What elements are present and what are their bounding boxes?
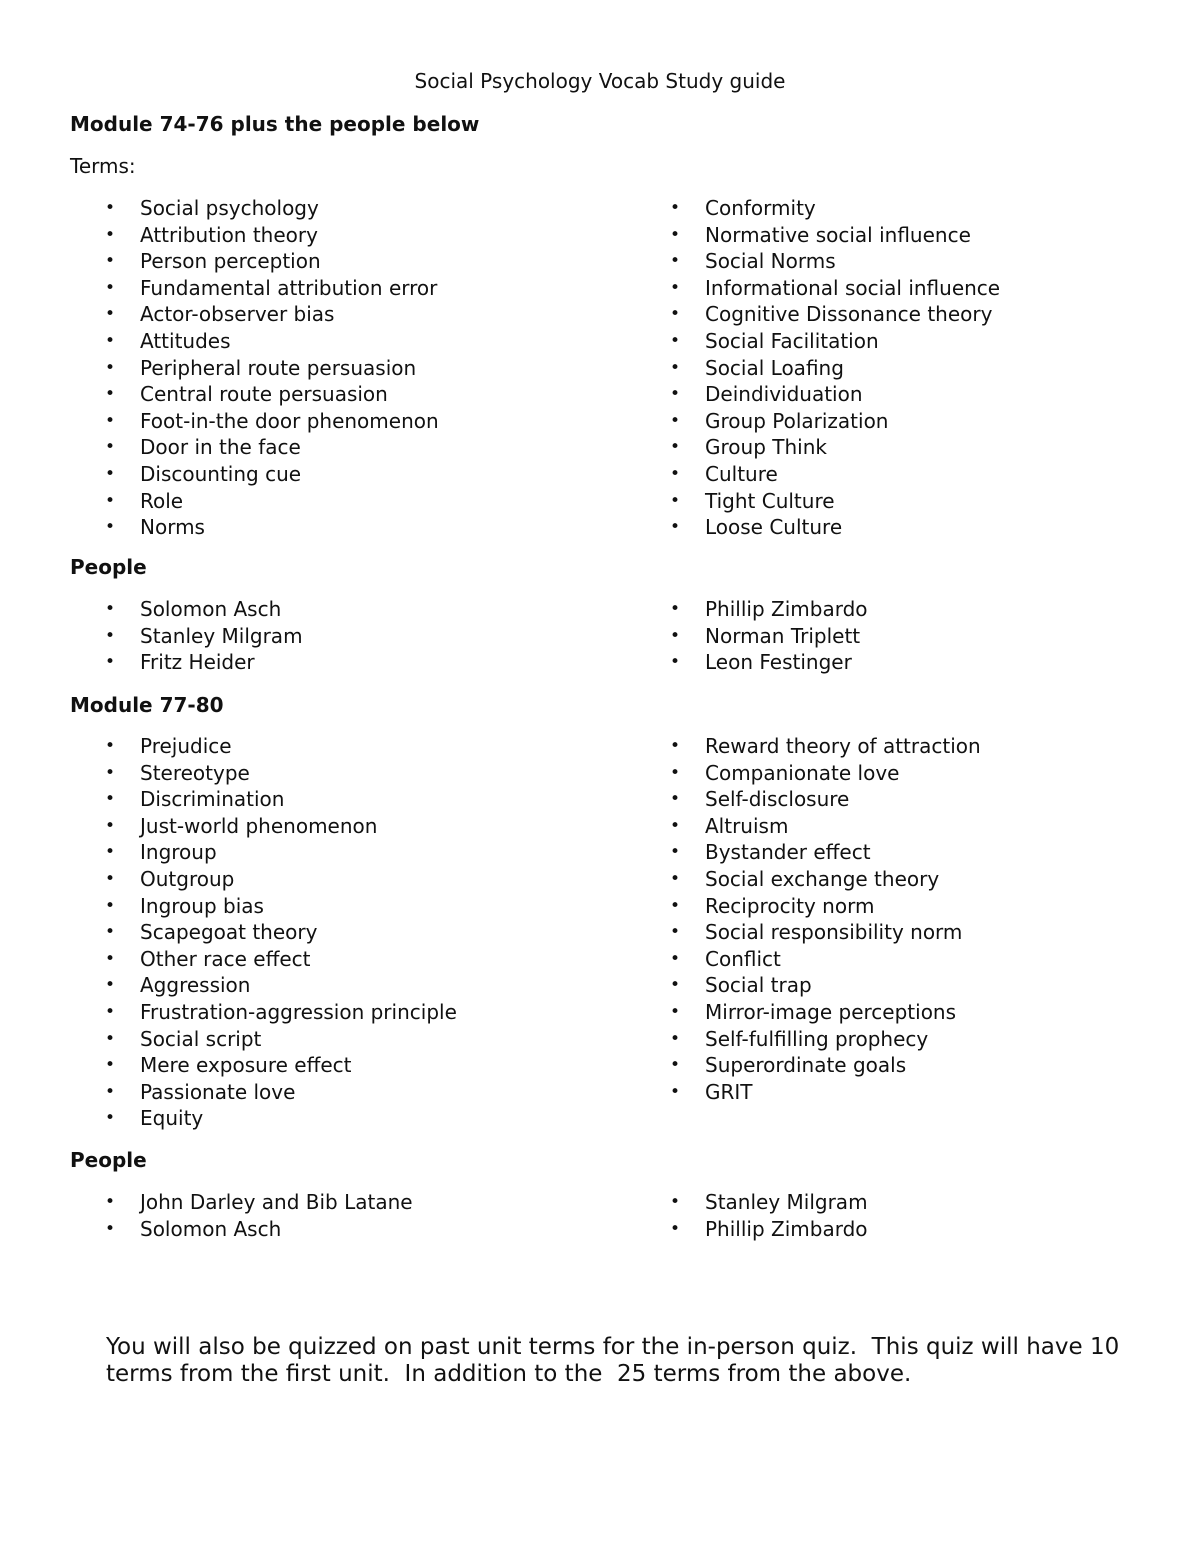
list-item-text: Social exchange theory — [705, 866, 940, 891]
list-item-text: Conformity — [705, 196, 816, 220]
list-item-text: Social responsibility norm — [705, 920, 963, 945]
bullet-icon: • — [670, 1192, 681, 1212]
list-item — [670, 999, 981, 1026]
list-item — [670, 866, 981, 893]
list-item — [105, 919, 457, 946]
list-item-text: Altruism — [705, 813, 789, 838]
bullet-icon: • — [670, 922, 681, 943]
bullet-icon: • — [105, 1028, 116, 1049]
list-item — [670, 760, 981, 787]
list-item — [670, 488, 1000, 515]
bullet-icon: • — [105, 868, 116, 889]
bullet-icon: • — [105, 304, 116, 325]
bullet-icon: • — [105, 625, 116, 646]
list-item — [670, 972, 981, 999]
bullet-icon: • — [105, 437, 116, 458]
list-item-text: Leon Festinger — [705, 650, 852, 675]
list-item — [670, 946, 981, 973]
list-item — [670, 1189, 868, 1216]
list-item-text: GRIT — [705, 1079, 753, 1104]
list-item — [105, 1216, 413, 1243]
bullet-icon: • — [105, 1108, 116, 1129]
list-item — [670, 733, 981, 760]
section2-terms-left-list — [105, 733, 457, 1132]
bullet-icon: • — [105, 895, 116, 916]
list-item — [105, 1105, 457, 1132]
bullet-icon: • — [105, 490, 116, 511]
list-item-text: Attribution theory — [140, 222, 318, 247]
bullet-icon: • — [105, 1055, 116, 1076]
list-item-text: Ingroup — [140, 840, 217, 865]
bullet-icon: • — [105, 1081, 116, 1102]
list-item — [670, 195, 1000, 222]
list-item — [105, 1079, 457, 1106]
list-item — [105, 893, 457, 920]
list-item — [670, 623, 868, 650]
list-item-text: Fritz Heider — [140, 650, 255, 675]
list-item — [105, 514, 439, 541]
bullet-icon: • — [670, 736, 681, 756]
list-item-text: Normative social influence — [705, 222, 971, 247]
list-item — [105, 866, 457, 893]
section1-people-heading: People — [70, 555, 147, 579]
bullet-icon: • — [670, 490, 681, 511]
list-item — [670, 1052, 981, 1079]
list-item-text: Social Norms — [705, 249, 836, 274]
list-item-text: Social Facilitation — [705, 328, 879, 353]
list-item-text: Social psychology — [140, 196, 319, 220]
bullet-icon: • — [105, 384, 116, 405]
list-item — [105, 195, 439, 222]
list-item-text: Mere exposure effect — [140, 1053, 352, 1078]
bullet-icon: • — [105, 652, 116, 673]
bullet-icon: • — [105, 1192, 116, 1212]
list-item — [105, 649, 303, 676]
bullet-icon: • — [670, 895, 681, 916]
list-item-text: Fundamental attribution error — [140, 275, 438, 300]
bullet-icon: • — [105, 762, 116, 783]
bullet-icon: • — [670, 1055, 681, 1076]
section2-people-heading: People — [70, 1148, 147, 1172]
list-item — [105, 1189, 413, 1216]
list-item-text: Aggression — [140, 973, 251, 998]
list-item — [105, 355, 439, 382]
bullet-icon: • — [105, 975, 116, 996]
list-item-text: Companionate love — [705, 760, 900, 785]
list-item — [105, 328, 439, 355]
list-item-text: Foot-in-the door phenomenon — [140, 408, 439, 433]
list-item — [670, 434, 1000, 461]
list-item-text: Role — [140, 488, 184, 513]
list-item — [670, 461, 1000, 488]
terms-label: Terms: — [70, 154, 136, 178]
list-item-text: Informational social influence — [705, 275, 1001, 300]
section2-heading: Module 77-80 — [70, 693, 224, 717]
list-item — [670, 275, 1001, 302]
section1-terms-right-list — [670, 195, 1001, 541]
list-item — [105, 786, 457, 813]
list-item-text: Reward theory of attraction — [705, 734, 981, 758]
list-item — [105, 1026, 457, 1053]
bullet-icon: • — [670, 277, 681, 298]
bullet-icon: • — [670, 1081, 681, 1102]
list-item-text: Prejudice — [140, 734, 232, 758]
list-item — [105, 999, 457, 1026]
list-item — [105, 596, 303, 623]
list-item-text: Stanley Milgram — [140, 623, 303, 648]
list-item-text: Mirror-image perceptions — [705, 999, 957, 1024]
document-title: Social Psychology Vocab Study guide — [414, 69, 786, 93]
bullet-icon: • — [670, 948, 681, 969]
list-item — [670, 1026, 981, 1053]
list-item-text: Cognitive Dissonance theory — [705, 302, 993, 327]
list-item — [105, 275, 439, 302]
bullet-icon: • — [670, 304, 681, 325]
bullet-icon: • — [105, 463, 116, 484]
bullet-icon: • — [670, 868, 681, 889]
list-item — [670, 786, 981, 813]
bullet-icon: • — [105, 948, 116, 969]
list-item — [105, 946, 457, 973]
section1-heading: Module 74-76 plus the people below — [70, 112, 480, 136]
list-item — [670, 1079, 981, 1106]
bullet-icon: • — [670, 463, 681, 484]
list-item-text: Self-fulfilling prophecy — [705, 1026, 929, 1051]
list-item — [105, 813, 457, 840]
list-item-text: Equity — [140, 1106, 204, 1131]
bullet-icon: • — [105, 198, 116, 218]
bullet-icon: • — [105, 357, 116, 378]
list-item-text: Social Loafing — [705, 355, 844, 380]
list-item-text: Central route persuasion — [140, 382, 388, 407]
list-item-text: Attitudes — [140, 328, 231, 353]
bullet-icon: • — [670, 652, 681, 673]
bullet-icon: • — [105, 815, 116, 836]
list-item — [105, 434, 439, 461]
list-item-text: Norman Triplett — [705, 623, 861, 648]
list-item — [105, 733, 457, 760]
list-item-text: Norms — [140, 515, 205, 540]
list-item-text: Discounting cue — [140, 461, 302, 486]
list-item-text: Just-world phenomenon — [140, 813, 378, 838]
bullet-icon: • — [670, 224, 681, 245]
list-item — [105, 248, 439, 275]
bullet-icon: • — [670, 1218, 681, 1239]
list-item — [105, 1052, 457, 1079]
section1-terms-left-list — [105, 195, 439, 541]
section2-people-right-list — [670, 1189, 868, 1242]
list-item — [105, 381, 439, 408]
bullet-icon: • — [105, 330, 116, 351]
section1-people-right-list — [670, 596, 868, 676]
bullet-icon: • — [670, 330, 681, 351]
bullet-icon: • — [105, 1001, 116, 1022]
list-item — [105, 408, 439, 435]
list-item — [670, 248, 1000, 275]
list-item — [670, 919, 981, 946]
list-item — [670, 839, 981, 866]
list-item — [105, 461, 439, 488]
list-item — [670, 514, 1000, 541]
bullet-icon: • — [670, 815, 681, 836]
section2-terms-right-list — [670, 733, 981, 1105]
list-item — [670, 381, 1000, 408]
bullet-icon: • — [105, 599, 116, 619]
bullet-icon: • — [670, 762, 681, 783]
bullet-icon: • — [105, 517, 116, 538]
bullet-icon: • — [670, 198, 681, 218]
list-item — [670, 408, 1000, 435]
list-item — [670, 893, 981, 920]
list-item — [105, 488, 439, 515]
list-item — [105, 623, 303, 650]
list-item-text: Actor-observer bias — [140, 302, 335, 327]
list-item — [670, 355, 1000, 382]
list-item-text: John Darley and Bib Latane — [140, 1190, 413, 1214]
list-item-text: Loose Culture — [705, 515, 843, 540]
list-item-text: Phillip Zimbardo — [705, 1216, 868, 1241]
list-item-text: Deindividuation — [705, 382, 863, 407]
list-item-text: Ingroup bias — [140, 893, 264, 918]
list-item-text: Other race effect — [140, 946, 311, 971]
bullet-icon: • — [105, 922, 116, 943]
list-item — [105, 972, 457, 999]
list-item-text: Stereotype — [140, 760, 250, 785]
list-item-text: Phillip Zimbardo — [705, 597, 868, 621]
list-item — [105, 839, 457, 866]
bullet-icon: • — [670, 517, 681, 538]
list-item-text: Discrimination — [140, 787, 285, 812]
list-item-text: Conflict — [705, 946, 781, 971]
bullet-icon: • — [105, 251, 116, 272]
list-item-text: Stanley Milgram — [705, 1190, 868, 1214]
quiz-note: You will also be quizzed on past unit terms for the in-person quiz. This quiz will have 10 terms from the first unit. In addition to the 25 terms from the above. — [106, 1334, 1127, 1387]
bullet-icon: • — [105, 224, 116, 245]
list-item — [105, 301, 439, 328]
bullet-icon: • — [105, 277, 116, 298]
list-item — [670, 649, 868, 676]
list-item — [670, 813, 981, 840]
bullet-icon: • — [670, 384, 681, 405]
list-item-text: Passionate love — [140, 1079, 296, 1104]
list-item-text: Scapegoat theory — [140, 920, 318, 945]
list-item-text: Social script — [140, 1026, 262, 1051]
list-item-text: Culture — [705, 461, 778, 486]
list-item — [670, 596, 868, 623]
bullet-icon: • — [105, 736, 116, 756]
list-item-text: Door in the face — [140, 435, 301, 460]
bullet-icon: • — [670, 437, 681, 458]
bullet-icon: • — [670, 842, 681, 863]
list-item-text: Solomon Asch — [140, 597, 282, 621]
list-item-text: Group Think — [705, 435, 827, 460]
list-item-text: Peripheral route persuasion — [140, 355, 417, 380]
bullet-icon: • — [105, 410, 116, 431]
list-item — [105, 760, 457, 787]
bullet-icon: • — [105, 1218, 116, 1239]
list-item-text: Person perception — [140, 249, 321, 274]
bullet-icon: • — [670, 410, 681, 431]
list-item — [670, 301, 1000, 328]
list-item — [105, 222, 439, 249]
list-item-text: Group Polarization — [705, 408, 889, 433]
section1-people-left-list — [105, 596, 303, 676]
bullet-icon: • — [670, 625, 681, 646]
bullet-icon: • — [105, 789, 116, 810]
list-item — [670, 1216, 868, 1243]
list-item-text: Social trap — [705, 973, 812, 998]
bullet-icon: • — [670, 357, 681, 378]
list-item-text: Solomon Asch — [140, 1216, 282, 1241]
bullet-icon: • — [670, 251, 681, 272]
list-item-text: Superordinate goals — [705, 1053, 907, 1078]
list-item-text: Reciprocity norm — [705, 893, 875, 918]
bullet-icon: • — [670, 789, 681, 810]
list-item-text: Frustration-aggression principle — [140, 999, 457, 1024]
bullet-icon: • — [670, 599, 681, 619]
bullet-icon: • — [670, 1001, 681, 1022]
list-item-text: Self-disclosure — [705, 787, 850, 812]
bullet-icon: • — [670, 975, 681, 996]
list-item-text: Tight Culture — [705, 488, 835, 513]
list-item — [670, 222, 1000, 249]
bullet-icon: • — [670, 1028, 681, 1049]
list-item — [670, 328, 1000, 355]
section2-people-left-list — [105, 1189, 413, 1242]
bullet-icon: • — [105, 842, 116, 863]
list-item-text: Outgroup — [140, 866, 235, 891]
list-item-text: Bystander effect — [705, 840, 871, 865]
